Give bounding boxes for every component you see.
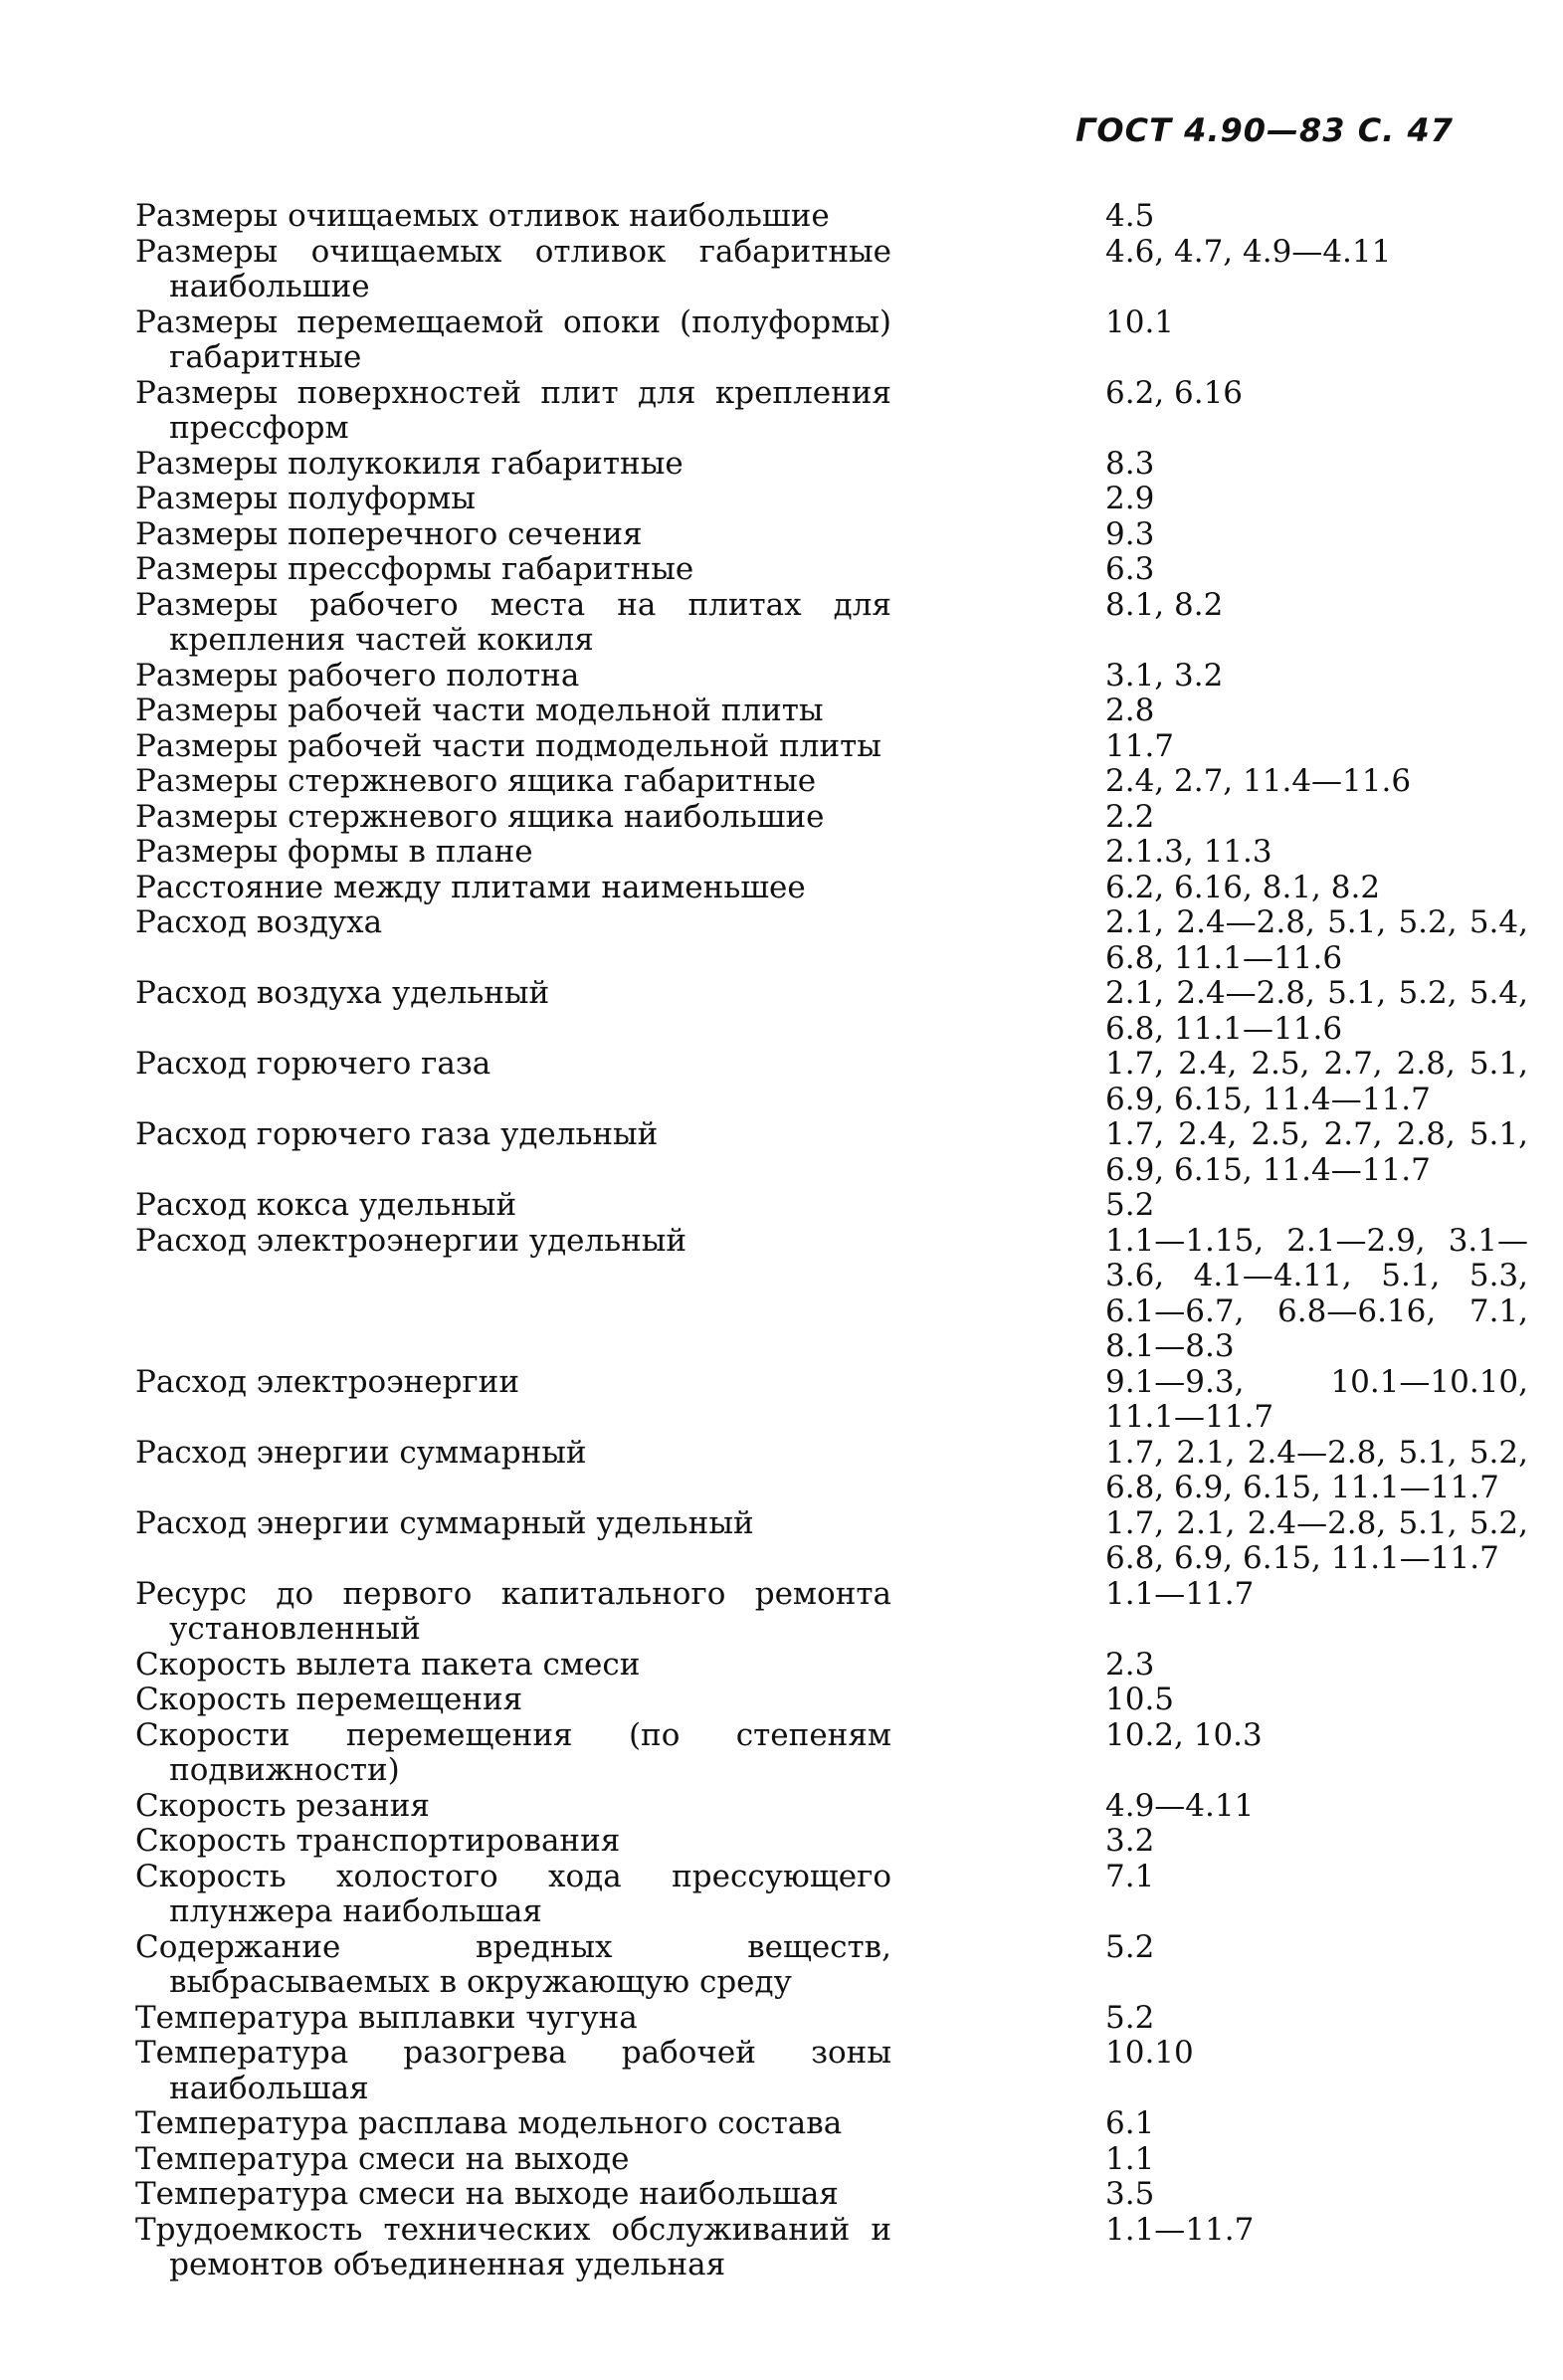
index-term: Скорость транспортирования [135,1823,621,1859]
index-term: Расход кокса удельный [135,1187,517,1223]
index-entry [135,1117,1528,1188]
index-term: Расход энергии суммарный удельный [135,1504,754,1541]
index-refs: 1.1—11.7 [1105,1575,1255,1612]
index-refs: 10.1 [1105,303,1175,340]
index-term: Размеры очищаемых отливок наибольшие [135,198,830,234]
index-entry [135,482,1528,517]
index-refs: 10.2, 10.3 [1105,1716,1263,1753]
index-entry [135,835,1528,871]
index-term: Размеры полуформы [135,481,476,516]
index-refs: 10.5 [1105,1682,1175,1717]
index-entry [135,552,1528,588]
index-refs: 4.6, 4.7, 4.9—4.11 [1105,233,1392,270]
index-refs: 3.2 [1105,1823,1155,1859]
index-term: Размеры перемещаемой опоки (полуформы) габаритные [135,303,891,375]
index-entry [135,2177,1528,2213]
index-term: Размеры рабочего места на плитах для крепления частей кокиля [135,586,891,658]
index-term: Расход воздуха удельный [135,975,550,1011]
index-entry [135,305,1528,376]
index-term: Температура смеси на выходе наибольшая [135,2176,839,2212]
page-header: ГОСТ 4.90—83 С. 47 [1075,111,1454,149]
index-refs: 1.7, 2.1, 2.4—2.8, 5.1, 5.2, 6.8, 6.9, 6.15, 11.1—11.7 [1105,1434,1528,1505]
index-entry [135,764,1528,800]
index-entry [135,2036,1528,2106]
index-refs: 2.1.3, 11.3 [1105,834,1272,870]
index-entry [135,1224,1528,1365]
index-term: Скорость холостого хода прессующего плунжера наибольшая [135,1858,891,1929]
index-refs: 4.5 [1105,198,1155,234]
index-entry [135,1365,1528,1436]
index-refs: 9.3 [1105,515,1155,552]
index-term: Расстояние между плитами наименьшее [135,869,806,905]
index-entry [135,1683,1528,1718]
index-entry [135,1506,1528,1577]
index-term: Ресурс до первого капитального ремонта установленный [135,1575,891,1647]
index-entry [135,2001,1528,2037]
index-refs: 2.3 [1105,1646,1155,1683]
index-entry [135,199,1528,235]
index-refs: 6.1 [1105,2105,1155,2141]
index-entry [135,447,1528,483]
index-refs: 8.3 [1105,445,1155,482]
index-refs: 6.2, 6.16 [1105,374,1244,411]
index-term: Температура разогрева рабочей зоны наибольшая [135,2035,891,2106]
index-refs: 1.1—11.7 [1105,2211,1255,2248]
index-entry [135,588,1528,659]
index-refs: 1.1—1.15, 2.1—2.9, 3.1—3.6, 4.1—4.11, 5.1, 5.3, 6.1—6.7, 6.8—6.16, 7.1, 8.1—8.3 [1105,1222,1528,1364]
index-term: Температура смеси на выходе [135,2140,630,2177]
index-entry [135,2106,1528,2142]
index-entry [135,694,1528,729]
index-refs: 9.1—9.3, 10.1—10.10, 11.1—11.7 [1105,1363,1528,1435]
index-term: Размеры рабочей части модельной плиты [135,693,824,728]
index-term: Скорость перемещения [135,1682,523,1717]
index-refs: 4.9—4.11 [1105,1787,1255,1824]
index-term: Размеры стержневого ящика габаритные [135,763,817,799]
index-entry [135,1188,1528,1224]
index-refs: 8.1, 8.2 [1105,586,1224,623]
index-entry [135,1648,1528,1684]
index-entry [135,235,1528,305]
index-entry [135,729,1528,765]
index-term: Расход горючего газа удельный [135,1116,659,1152]
index-refs: 2.9 [1105,481,1155,516]
index-term: Расход электроэнергии удельный [135,1222,687,1259]
index-term: Температура расплава модельного состава [135,2105,843,2141]
index-refs: 5.2 [1105,1187,1155,1223]
index-entry [135,1930,1528,2001]
index-refs: 5.2 [1105,1928,1155,1965]
index-refs: 2.4, 2.7, 11.4—11.6 [1105,763,1412,799]
index-refs: 2.8 [1105,693,1155,728]
index-refs: 2.2 [1105,798,1155,835]
index-refs: 11.7 [1105,727,1175,764]
index-refs: 1.7, 2.1, 2.4—2.8, 5.1, 5.2, 6.8, 6.9, 6.15, 11.1—11.7 [1105,1504,1528,1576]
index-term: Размеры стержневого ящика наибольшие [135,798,825,835]
index-refs: 7.1 [1105,1858,1155,1894]
index-term: Расход горючего газа [135,1046,491,1082]
index-term: Размеры формы в плане [135,834,533,870]
index-entry [135,871,1528,906]
index-entry [135,659,1528,694]
index-term: Размеры прессформы габаритные [135,551,694,587]
index-entry [135,800,1528,836]
index-term: Расход воздуха [135,904,383,940]
index-refs: 5.2 [1105,1999,1155,2036]
index-refs: 2.1, 2.4—2.8, 5.1, 5.2, 5.4, 6.8, 11.1—11.6 [1105,975,1528,1047]
index-refs: 3.1, 3.2 [1105,657,1224,694]
index-term: Размеры поверхностей плит для крепления прессформ [135,374,891,446]
index-entry [135,2142,1528,2178]
index-entry [135,1436,1528,1506]
index-entry [135,2213,1528,2283]
index-refs: 1.1 [1105,2140,1155,2177]
index-term: Содержание вредных веществ, выбрасываемых в окружающую среду [135,1928,891,2000]
index-refs: 3.5 [1105,2176,1155,2212]
index-term: Скорости перемещения (по степеням подвижности) [135,1716,891,1788]
index-refs: 1.7, 2.4, 2.5, 2.7, 2.8, 5.1, 6.9, 6.15, 11.4—11.7 [1105,1046,1528,1117]
index-term: Температура выплавки чугуна [135,1999,638,2036]
index-term: Трудоемкость технических обслуживаний и ремонтов объединенная удельная [135,2211,891,2282]
index-term: Размеры рабочего полотна [135,657,580,694]
index-entry [135,1860,1528,1930]
index-term: Размеры рабочей части подмодельной плиты [135,727,881,764]
index-entry [135,376,1528,447]
index-entry [135,1718,1528,1789]
index-term: Размеры очищаемых отливок габаритные наибольшие [135,233,891,304]
index-refs: 6.2, 6.16, 8.1, 8.2 [1105,869,1381,905]
index-refs: 10.10 [1105,2035,1194,2071]
index-entry [135,1824,1528,1860]
subject-index [135,199,1528,2283]
index-entry [135,976,1528,1047]
index-entry [135,1789,1528,1825]
index-term: Расход энергии суммарный [135,1434,587,1471]
index-term: Скорость резания [135,1787,430,1824]
index-entry [135,905,1528,976]
index-entry [135,1577,1528,1648]
index-term: Скорость вылета пакета смеси [135,1646,641,1683]
index-term: Расход электроэнергии [135,1363,520,1400]
index-refs: 2.1, 2.4—2.8, 5.1, 5.2, 5.4, 6.8, 11.1—11.6 [1105,904,1528,976]
index-term: Размеры полукокиля габаритные [135,445,684,482]
index-term: Размеры поперечного сечения [135,515,643,552]
index-entry [135,517,1528,553]
index-entry [135,1047,1528,1117]
index-refs: 6.3 [1105,551,1155,587]
index-refs: 1.7, 2.4, 2.5, 2.7, 2.8, 5.1, 6.9, 6.15, 11.4—11.7 [1105,1116,1528,1188]
